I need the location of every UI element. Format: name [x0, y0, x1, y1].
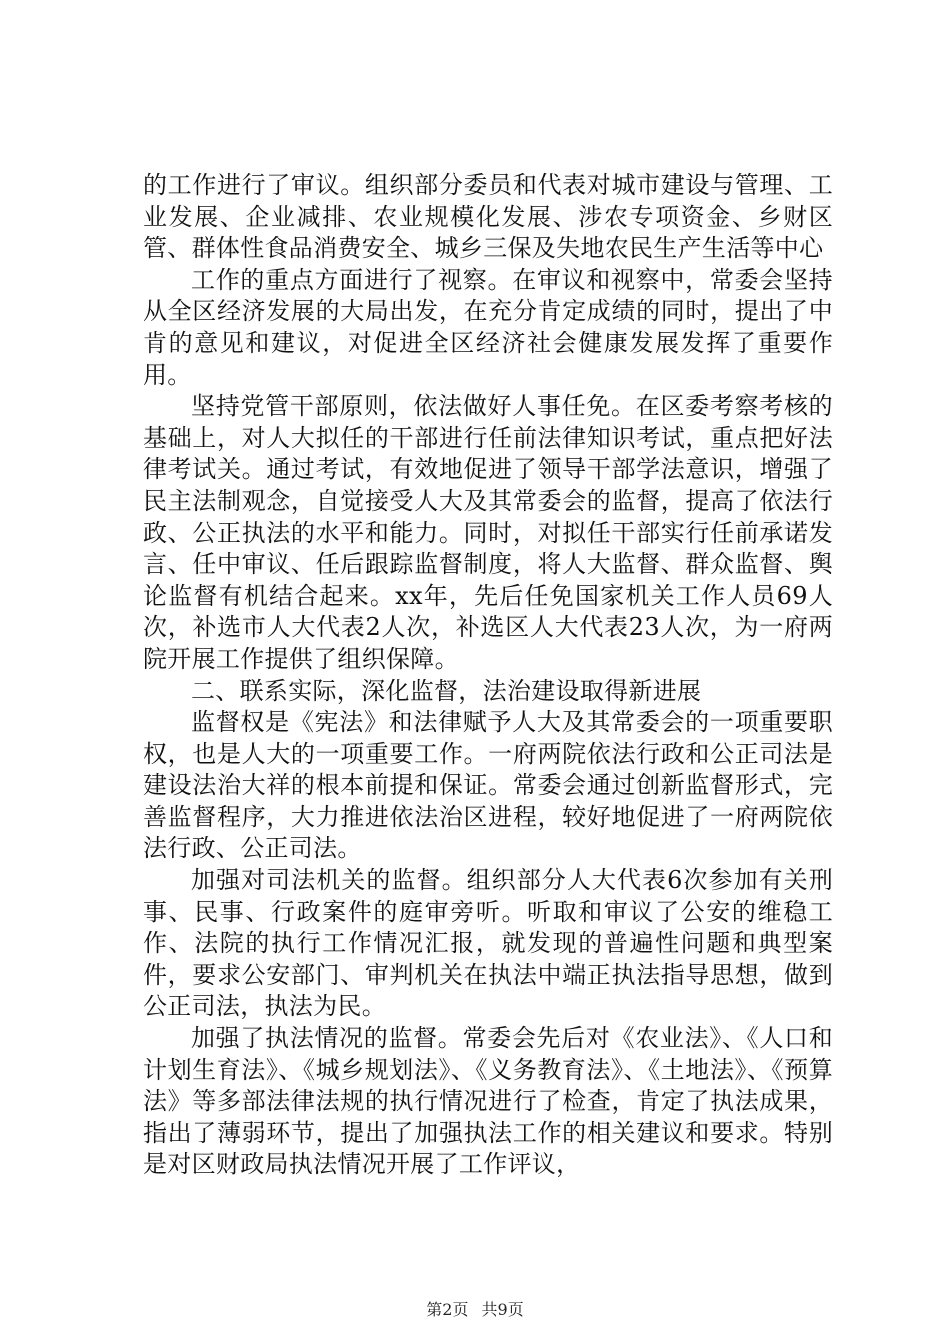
section-heading-2: 二、联系实际，深化监督，法治建设取得新进展	[191, 676, 702, 705]
page-total: 共9页	[481, 1300, 524, 1319]
paragraph-law-enforcement-supervision: 加强了执法情况的监督。常委会先后对《农业法》、《人口和计划生育法》、《城乡规划法》、《义务教育法》、《土地法》、《预算法》等多部法律法规的执行情况进行了检查，肯定了执法成果，指出了薄弱环节，提出了加强执法工作的相关建议和要求。特别是对区财政局执法情况开展了工作评议，	[143, 1024, 833, 1179]
paragraph-judicial-supervision: 加强对司法机关的监督。组织部分人大代表6次参加有关刑事、民事、行政案件的庭审旁听。听取和审议了公安的维稳工作、法院的执行工作情况汇报，就发现的普遍性问题和典型案件，要求公安部门、审判机关在执法中端正执法指导思想，做到公正司法，执法为民。	[143, 866, 833, 1021]
paragraph-supervision-power: 监督权是《宪法》和法律赋予人大及其常委会的一项重要职权，也是人大的一项重要工作。一府两院依法行政和公正司法是建设法治大祥的根本前提和保证。常委会通过创新监督形式，完善监督程序，大力推进依法治区进程，较好地促进了一府两院依法行政、公正司法。	[143, 708, 833, 863]
document-body	[143, 170, 833, 1181]
page-footer	[0, 1300, 950, 1320]
paragraph-continuation: 的工作进行了审议。组织部分委员和代表对城市建设与管理、工业发展、企业减排、农业规模化发展、涉农专项资金、乡财区管、群体性食品消费安全、城乡三保及失地农民生产生活等中心	[143, 171, 833, 263]
paragraph-personnel-appointment: 坚持党管干部原则，依法做好人事任免。在区委考察考核的基础上，对人大拟任的干部进行任前法律知识考试，重点把好法律考试关。通过考试，有效地促进了领导干部学法意识，增强了民主法制观念，自觉接受人大及其常委会的监督，提高了依法行政、公正执法的水平和能力。同时，对拟任干部实行任前承诺发言、任中审议、任后跟踪监督制度，将人大监督、群众监督、舆论监督有机结合起来。xx年，先后任免国家机关工作人员69人次，补选市人大代表2人次，补选区人大代表23人次，为一府两院开展工作提供了组织保障。	[143, 392, 833, 673]
paragraph-inspection: 工作的重点方面进行了视察。在审议和视察中，常委会坚持从全区经济发展的大局出发，在充分肯定成绩的同时，提出了中肯的意见和建议，对促进全区经济社会健康发展发挥了重要作用。	[143, 265, 833, 389]
page-number: 第2页	[426, 1300, 469, 1319]
